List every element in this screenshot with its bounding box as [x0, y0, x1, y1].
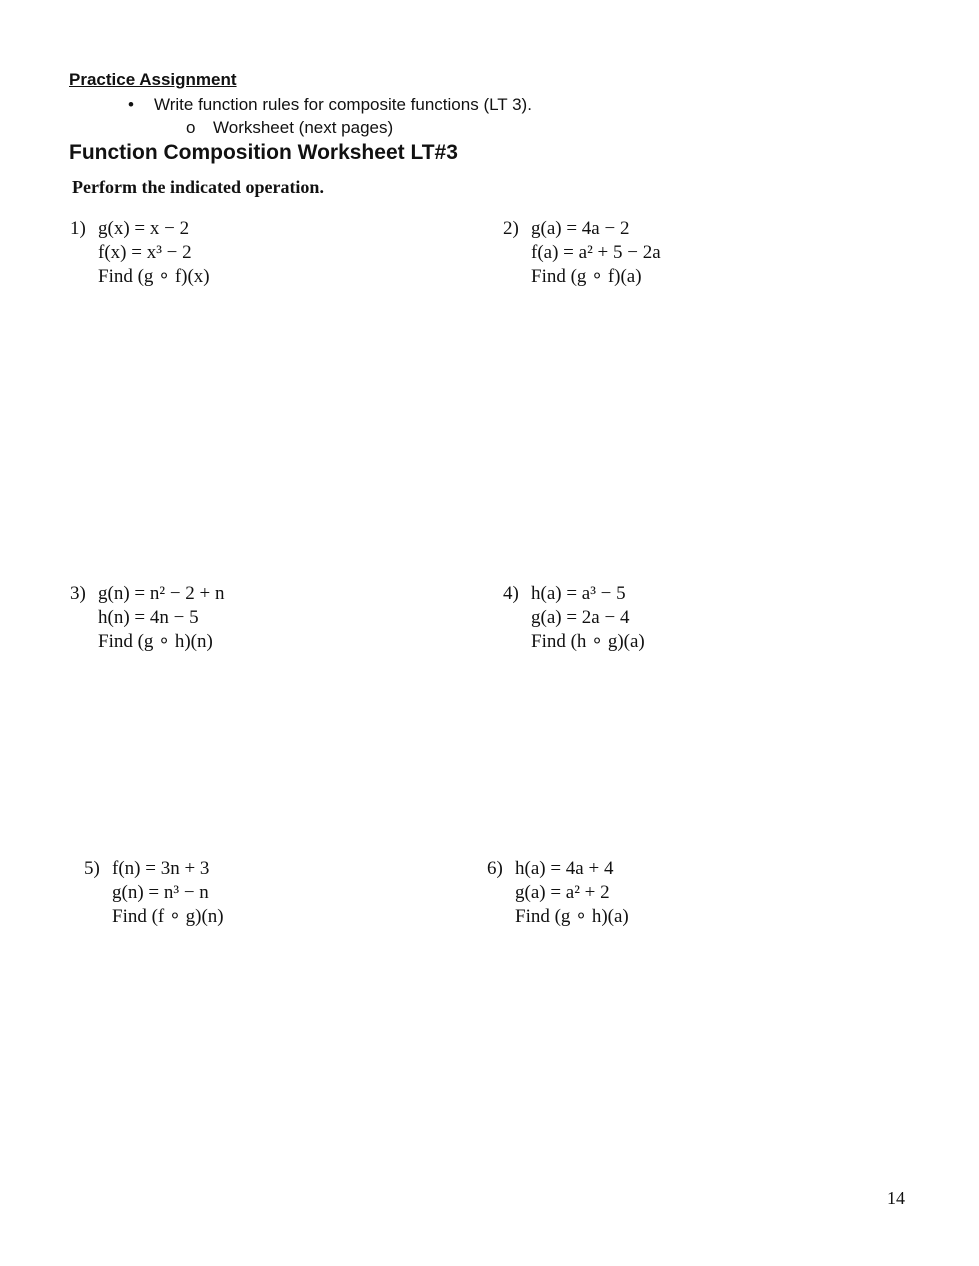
- problem-line-1: f(n) = 3n + 3: [112, 858, 210, 879]
- bullet-item: [128, 95, 532, 115]
- problem-number: 5): [84, 858, 100, 879]
- problem-line-2: g(a) = 2a − 4: [531, 607, 630, 628]
- sub-bullet-text: Worksheet (next pages): [213, 118, 394, 137]
- problem-line-1: g(n) = n² − 2 + n: [98, 583, 225, 604]
- problem-line-1: g(x) = x − 2: [98, 218, 190, 239]
- bullet-icon: •: [128, 95, 134, 114]
- problem-line-3: Find (g ∘ f)(a): [531, 266, 642, 287]
- problem-line-3: Find (g ∘ f)(x): [98, 266, 210, 287]
- problem-number: 6): [487, 858, 503, 879]
- worksheet-instructions: Perform the indicated operation.: [72, 177, 324, 197]
- problem-line-1: h(a) = 4a + 4: [515, 858, 614, 879]
- problem-line-3: Find (g ∘ h)(a): [515, 906, 629, 927]
- worksheet-title: Function Composition Worksheet LT#3: [69, 141, 458, 164]
- problem-line-1: h(a) = a³ − 5: [531, 583, 626, 604]
- problem-line-2: h(n) = 4n − 5: [98, 607, 199, 628]
- practice-assignment-title: Practice Assignment: [69, 70, 237, 89]
- problem-number: 3): [70, 583, 86, 604]
- problem-number: 4): [503, 583, 519, 604]
- circle-bullet-icon: o: [186, 118, 196, 137]
- problem-line-2: f(a) = a² + 5 − 2a: [531, 242, 661, 263]
- problem-line-1: g(a) = 4a − 2: [531, 218, 630, 239]
- problem-line-3: Find (g ∘ h)(n): [98, 631, 213, 652]
- problem-number: 1): [70, 218, 86, 239]
- problem-number: 2): [503, 218, 519, 239]
- problem-line-3: Find (h ∘ g)(a): [531, 631, 645, 652]
- problem-line-3: Find (f ∘ g)(n): [112, 906, 224, 927]
- problem-line-2: g(n) = n³ − n: [112, 882, 209, 903]
- bullet-text: Write function rules for composite functions (LT 3).: [154, 95, 532, 114]
- problem-line-2: f(x) = x³ − 2: [98, 242, 192, 263]
- sub-bullet-item: [186, 118, 393, 138]
- page-number: 14: [887, 1188, 905, 1208]
- problem-line-2: g(a) = a² + 2: [515, 882, 610, 903]
